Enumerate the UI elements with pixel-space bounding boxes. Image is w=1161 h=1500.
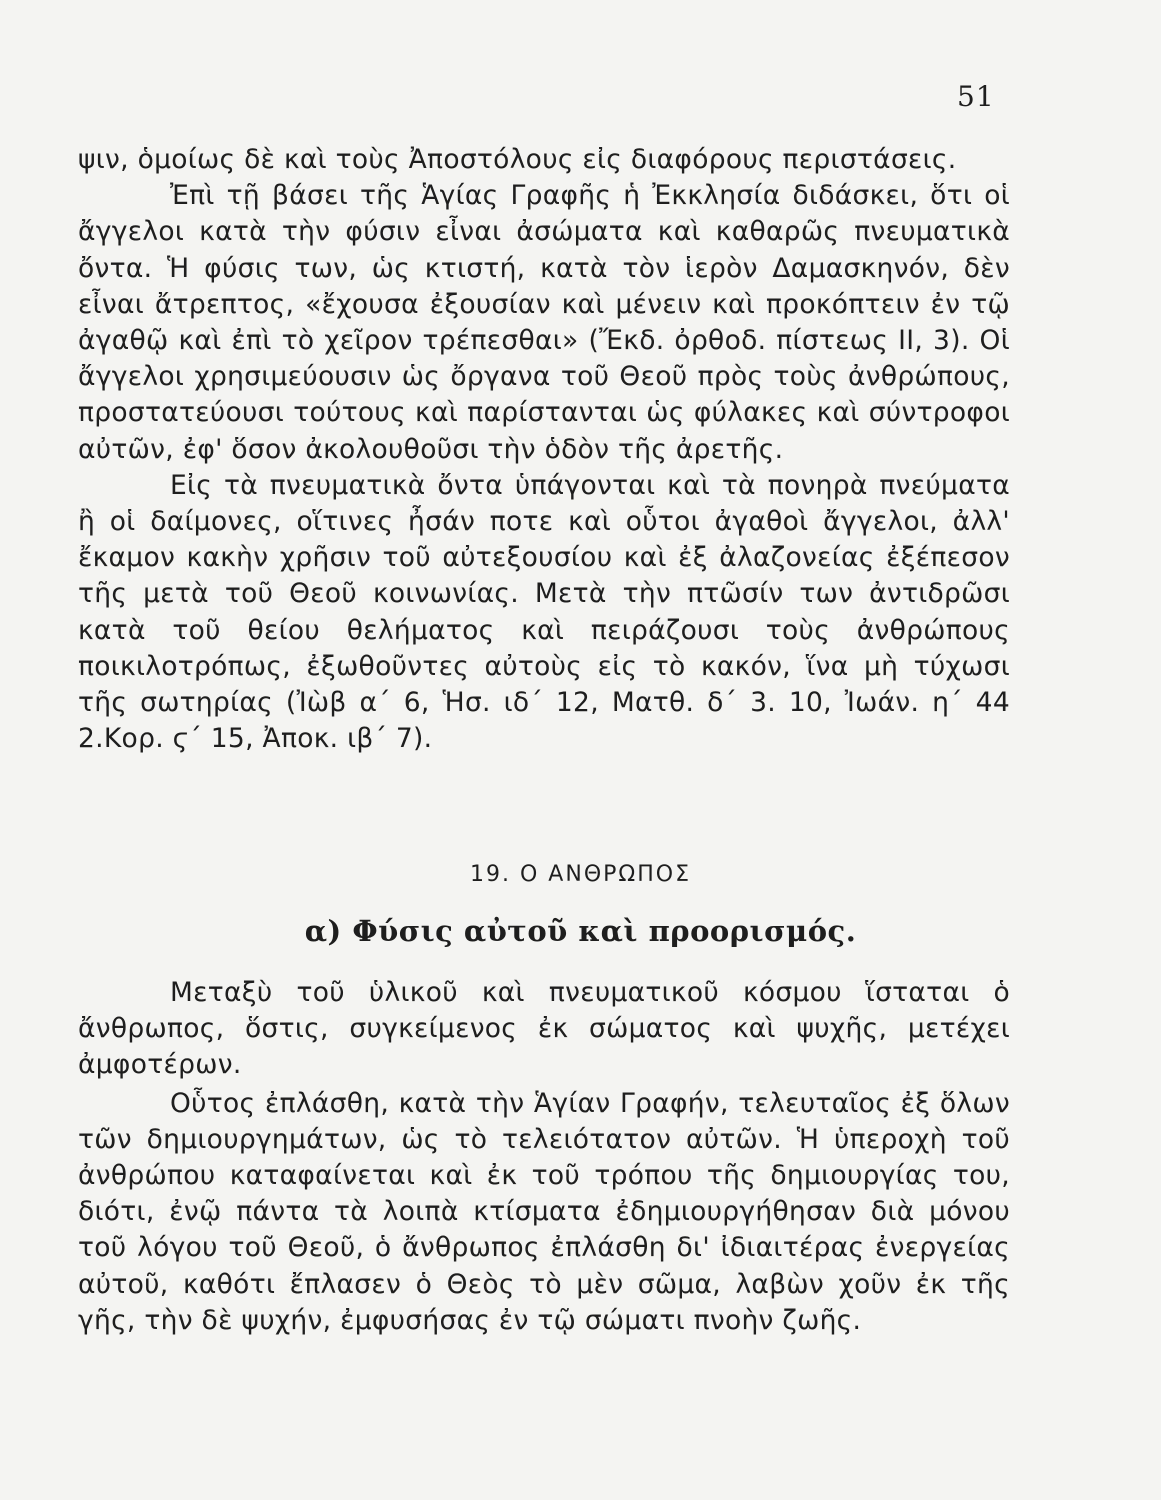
chapter-heading: 19. Ο ΑΝΘΡΩΠΟΣ (470, 862, 691, 887)
paragraph-demons: Εἰς τὰ πνευματικὰ ὄντα ὑπάγονται καὶ τὰ πονηρὰ πνεύματα ἢ οἱ δαίμονες, οἵτινες ἦσάν ποτε καὶ οὗτοι ἀγαθοὶ ἄγγελοι, ἀλλ' ἔκαμον κακὴν χρῆσιν τοῦ αὐτεξουσίου καὶ ἐξ ἀλαζονείας ἐξέπεσον τῆς μετὰ τοῦ Θεοῦ κοινωνίας. Μετὰ τὴν πτῶσίν των ἀντιδρῶσι κατὰ τοῦ θείου θελήματος καὶ πειράζουσι τοὺς ἀνθρώπους ποικιλοτρόπως, ἐξωθοῦντες αὐτοὺς εἰς τὸ κακόν, ἵνα μὴ τύχωσι τῆς σωτηρίας (Ἰὼβ α΄ 6, Ἡσ. ιδ΄ 12, Ματθ. δ΄ 3. 10, Ἰωάν. η΄ 44 2.Κορ. ϛ΄ 15, Ἀποκ. ιβ΄ 7). (78, 469, 1010, 755)
text-block-man (78, 975, 1010, 1339)
section-heading: α) Φύσις αὐτοῦ καὶ προορισμός. (304, 914, 857, 948)
paragraph-man-between-worlds: Μεταξὺ τοῦ ὑλικοῦ καὶ πνευματικοῦ κόσμου ἵσταται ὁ ἄνθρωπος, ὅστις, συγκείμενος ἐκ σώματος καὶ ψυχῆς, μετέχει ἀμφοτέρων. (78, 977, 1010, 1081)
paragraph-angels-nature: Ἐπὶ τῇ βάσει τῆς Ἁγίας Γραφῆς ἡ Ἐκκλησία διδάσκει, ὅτι οἱ ἄγγελοι κατὰ τὴν φύσιν εἶναι ἀσώματα καὶ καθαρῶς πνευματικὰ ὄντα. Ἡ φύσις των, ὡς κτιστή, κατὰ τὸν ἱερὸν Δαμασκηνόν, δὲν εἶναι ἄτρεπτος, «ἔχουσα ἐξουσίαν καὶ μένειν καὶ προκόπτειν ἐν τῷ ἀγαθῷ καὶ ἐπὶ τὸ χεῖρον τρέπεσθαι» (Ἔκδ. ὀρθοδ. πίστεως ΙΙ, 3). Οἱ ἄγγελοι χρησιμεύουσιν ὡς ὄργανα τοῦ Θεοῦ πρὸς τοὺς ἀνθρώπους, προστατεύουσι τούτους καὶ παρίστανται ὡς φύλακες καὶ σύντροφοι αὐτῶν, ἐφ' ὅσον ἀκολουθοῦσι τὴν ὁδὸν τῆς ἀρετῆς. (78, 180, 1010, 465)
text-block-angels (78, 142, 1010, 757)
paragraph-man-creation: Οὗτος ἐπλάσθη, κατὰ τὴν Ἁγίαν Γραφήν, τελευταῖος ἐξ ὅλων τῶν δημιουργημάτων, ὡς τὸ τελειότατον αὐτῶν. Ἡ ὑπεροχὴ τοῦ ἀνθρώπου καταφαίνεται καὶ ἐκ τοῦ τρόπου τῆς δημιουργίας του, διότι, ἐνῷ πάντα τὰ λοιπὰ κτίσματα ἐδημιουργήθησαν διὰ μόνου τοῦ λόγου τοῦ Θεοῦ, ὁ ἄνθρωπος ἐπλάσθη δι' ἰδιαιτέρας ἐνεργείας αὐτοῦ, καθότι ἔπλασεν ὁ Θεὸς τὸ μὲν σῶμα, λαβὼν χοῦν ἐκ τῆς γῆς, τὴν δὲ ψυχήν, ἐμφυσήσας ἐν τῷ σώματι πνοὴν ζωῆς. (78, 1087, 1010, 1336)
paragraph-continuation: ψιν, ὁμοίως δὲ καὶ τοὺς Ἀποστόλους εἰς διαφόρους περιστάσεις. (78, 144, 957, 175)
page-number: 51 (957, 80, 995, 113)
